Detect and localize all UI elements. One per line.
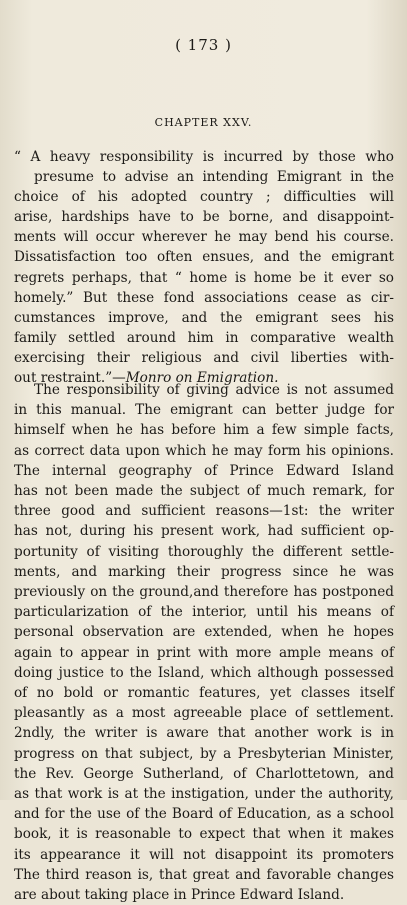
body-line: has not been made the subject of much remark, for (14, 483, 394, 500)
quote-line: out restraint.”— (14, 370, 126, 387)
body-line: personal observation are extended, when he hopes (14, 624, 394, 641)
body-line: progress on that subject, by a Presbyterian Minister, (14, 745, 394, 762)
body-line: as that work is at the instigation, under the authority, (14, 786, 394, 803)
body-line: previously on the ground,and therefore has postponed (14, 584, 394, 601)
body-line: pleasantly as a most agreeable place of settlement. (14, 705, 394, 722)
body-line: again to appear in print with more ample means of (14, 644, 394, 661)
body-line: and for the use of the Board of Education, as a school (14, 806, 394, 823)
quote-line: cumstances improve, and the emigrant sees his (14, 309, 394, 326)
epigraph-quote (14, 147, 394, 388)
quote-line: arise, hardships have to be borne, and disappoint- (14, 209, 394, 226)
quote-line: exercising their religious and civil liberties with- (14, 349, 394, 366)
body-line: of no bold or romantic features, yet classes itself (14, 685, 394, 702)
body-line: himself when he has before him a few simple facts, (14, 422, 394, 439)
page-number: ( 173 ) (175, 36, 232, 54)
quote-line: presume to advise an intending Emigrant in the (34, 169, 394, 186)
body-line: as correct data upon which he may form his opinions. (14, 442, 394, 459)
body-line: The third reason is, that great and favorable changes (14, 866, 394, 883)
body-line: 2ndly, the writer is aware that another work is in (14, 725, 394, 742)
quote-line: homely.” But these fond associations cease as cir- (14, 289, 394, 306)
body-line: portunity of visiting thoroughly the different settle- (14, 543, 394, 560)
body-line: The internal geography of Prince Edward Island (14, 462, 394, 479)
body-line: the Rev. George Sutherland, of Charlottetown, and (14, 765, 394, 782)
body-line: three good and sufficient reasons—1st: the writer (14, 503, 394, 520)
quote-line: “ A heavy responsibility is incurred by those who (14, 149, 394, 165)
quote-line: family settled around him in comparative wealth (14, 329, 394, 346)
quote-line: regrets perhaps, that “ home is home be it ever so (14, 269, 394, 286)
body-line: its appearance it will not disappoint its promoters (14, 846, 394, 863)
body-line: book, it is reasonable to expect that when it makes (14, 826, 394, 843)
body-line: particularization of the interior, until his means of (14, 604, 394, 621)
body-line: has not, during his present work, had sufficient op- (14, 523, 394, 540)
body-paragraph (14, 380, 394, 905)
chapter-heading: CHAPTER XXV. (154, 116, 253, 129)
body-line: The responsibility of giving advice is not assumed (34, 382, 394, 398)
quote-line: Dissatisfaction too often ensues, and the emigrant (14, 249, 394, 266)
quote-line: ments will occur wherever he may bend his course. (14, 229, 394, 246)
body-line: in this manual. The emigrant can better judge for (14, 402, 394, 419)
body-line: are about taking place in Prince Edward Island. (14, 887, 345, 904)
quote-line: choice of his adopted country ; difficulties will (14, 189, 394, 206)
body-line: doing justice to the Island, which although possessed (14, 664, 394, 681)
body-line: ments, and marking their progress since he was (14, 563, 394, 580)
quote-attribution: Monro on Emigration. (125, 370, 279, 387)
